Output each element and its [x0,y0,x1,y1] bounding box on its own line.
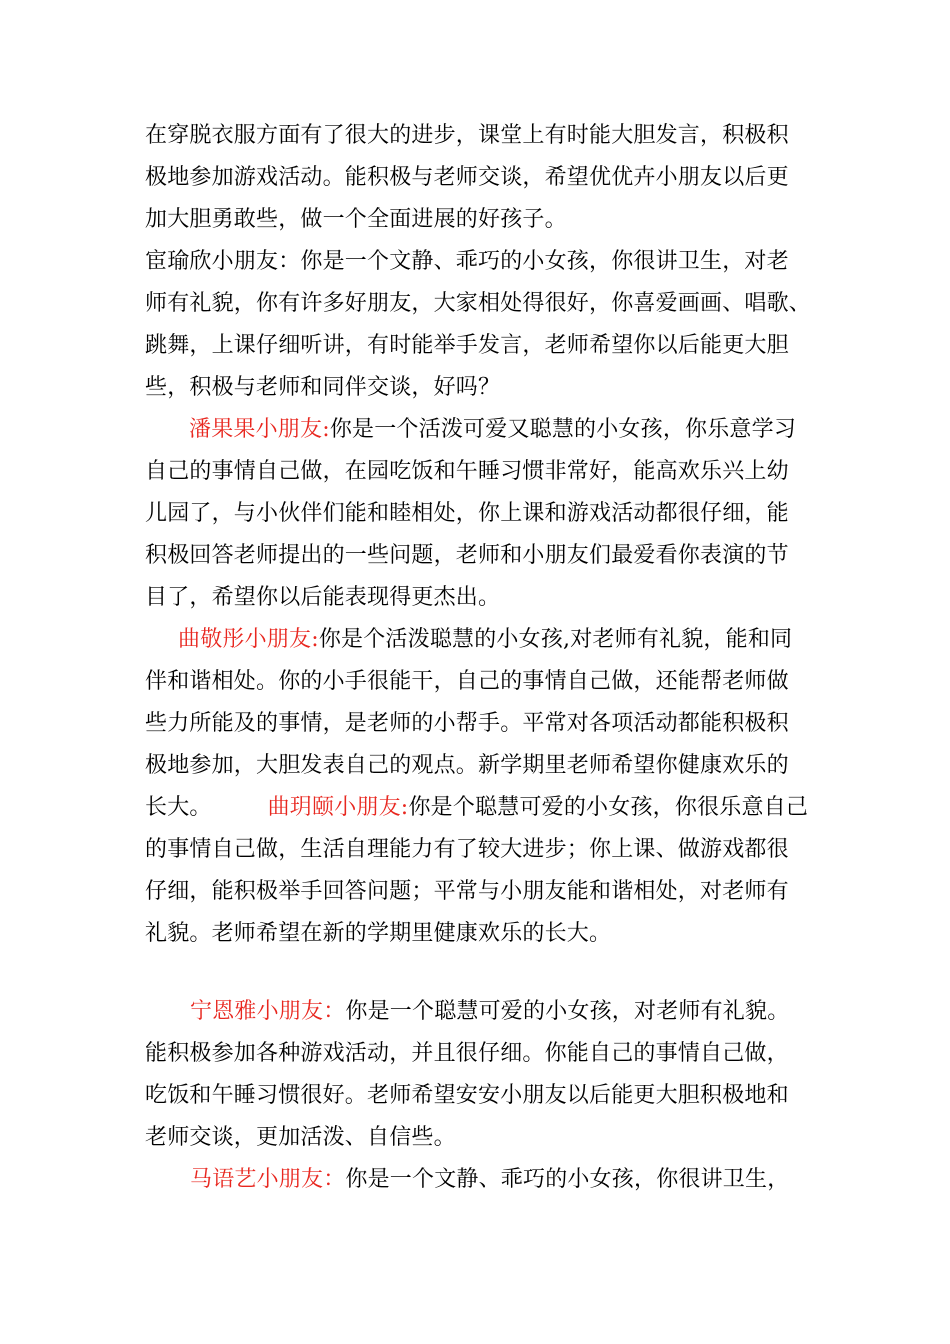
text-line: 些力所能及的事情，是老师的小帮手。平常对各项活动都能积极积 [145,711,789,736]
comment-text: 你是个活泼聪慧的小女孩,对老师有礼貌，能和同 [318,627,793,652]
text-line: 儿园了，与小伙伴们能和睦相处，你上课和游戏活动都很仔细，能 [145,501,789,526]
paragraph-first-line [189,415,796,445]
text-line: 礼貌。老师希望在新的学期里健康欢乐的长大。 [145,921,612,946]
text-line: 吃饭和午睡习惯很好。老师希望安安小朋友以后能更大胆积极地和 [145,1083,789,1108]
text-line: 师有礼貌，你有许多好朋友，大家相处得很好，你喜爱画画、唱歌、 [145,291,812,316]
text-line: 跳舞，上课仔细听讲，有时能举手发言，老师希望你以后能更大胆 [145,333,789,358]
paragraph-first-line [178,625,792,655]
paragraph-first-line [145,247,789,277]
text-line: 在穿脱衣服方面有了很大的进步，课堂上有时能大胆发言，积极积 [145,123,789,148]
comment-text: 你是一个文静、乖巧的小女孩，你很讲卫生， [345,1167,790,1192]
student-name: 宦瑜欣小朋友： [145,249,301,274]
student-name: 曲玥颐小朋友: [267,795,409,820]
paragraph-first-line [190,997,789,1027]
text-line: 能积极参加各种游戏活动，并且很仔细。你能自己的事情自己做， [145,1041,789,1066]
text-line: 积极回答老师提出的一些问题，老师和小朋友们最爱看你表演的节 [145,543,789,568]
text-line: 些，积极与老师和同伴交谈，好吗？ [145,375,501,400]
text-line: 的事情自己做，生活自理能力有了较大进步；你上课、做游戏都很 [145,837,789,862]
student-name: 曲敬彤小朋友: [178,627,319,652]
comment-text: 你是一个文静、乖巧的小女孩，你很讲卫生，对老 [300,249,789,274]
text-line: 极地参加，大胆发表自己的观点。新学期里老师希望你健康欢乐的 [145,753,789,778]
paragraph-first-line [190,1165,789,1195]
text-line: 伴和谐相处。你的小手很能干，自己的事情自己做，还能帮老师做 [145,669,789,694]
student-name: 宁恩雅小朋友： [190,999,346,1024]
text-line: 目了，希望你以后能表现得更杰出。 [145,585,501,610]
text-line: 加大胆勇敢些，做一个全面进展的好孩子。 [145,207,567,232]
student-name: 马语艺小朋友： [190,1167,346,1192]
paragraph-mixed-line [145,793,808,823]
text-line: 仔细，能积极举手回答问题；平常与小朋友能和谐相处，对老师有 [145,879,789,904]
text-line: 自己的事情自己做，在园吃饭和午睡习惯非常好，能高欢乐兴上幼 [145,459,789,484]
comment-text: 长大。 [145,795,212,820]
text-line: 极地参加游戏活动。能积极与老师交谈，希望优优卉小朋友以后更 [145,165,789,190]
student-name: 潘果果小朋友: [189,417,330,442]
text-line: 老师交谈，更加活泼、自信些。 [145,1125,456,1150]
comment-text: 你是一个聪慧可爱的小女孩，对老师有礼貌。 [345,999,790,1024]
comment-text: 你是个聪慧可爱的小女孩，你很乐意自己 [408,795,809,820]
comment-text: 你是一个活泼可爱又聪慧的小女孩，你乐意学习 [329,417,797,442]
